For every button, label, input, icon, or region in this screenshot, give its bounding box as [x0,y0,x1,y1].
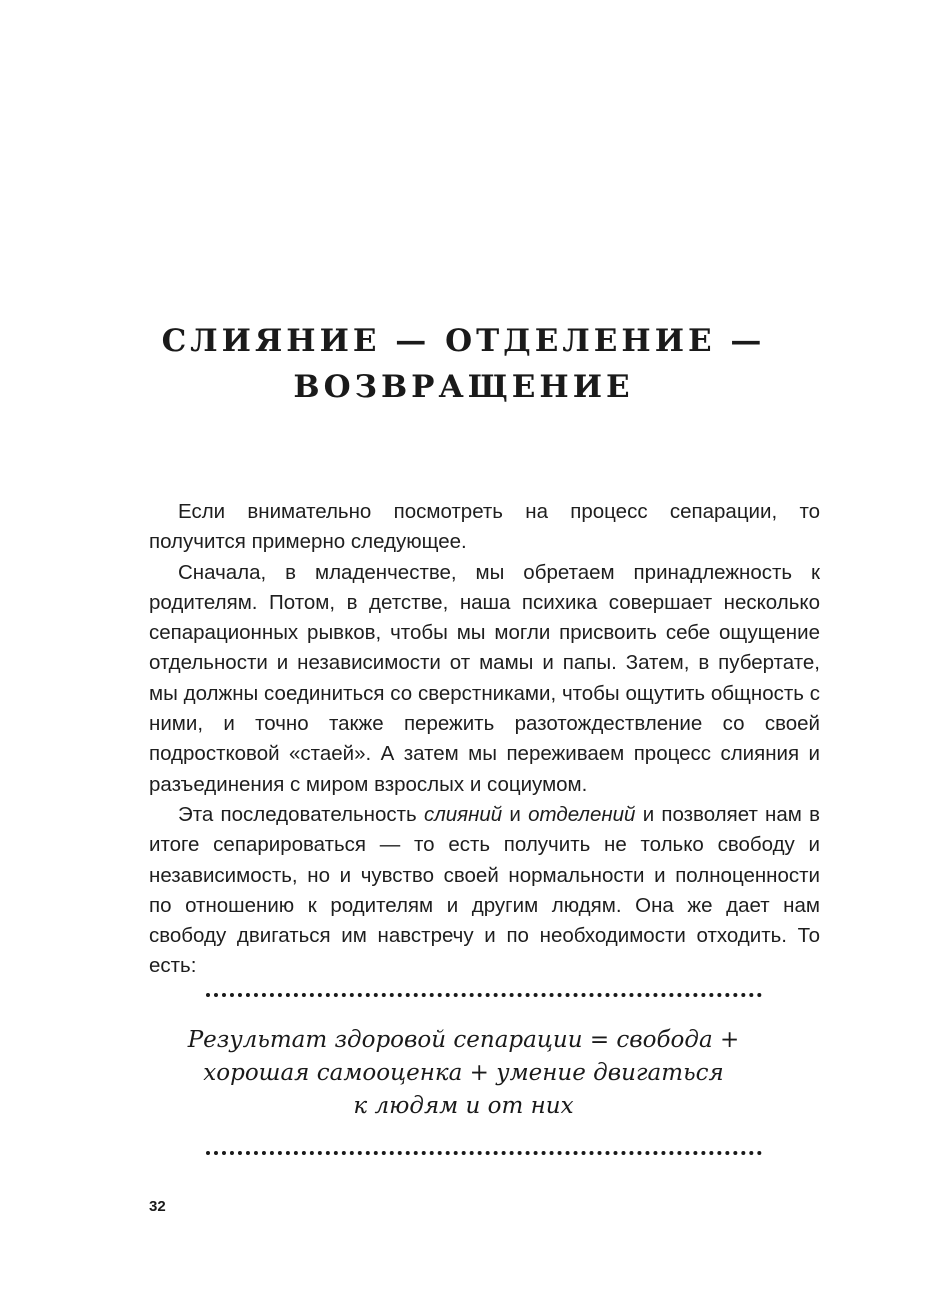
dotted-divider-top [206,993,762,997]
body-text [149,497,820,982]
quote-line-2: хорошая самооценка + умение двигаться [203,1060,724,1086]
highlight-quote [0,1024,927,1123]
paragraph-3-italic-2: отделений [528,802,636,826]
page-number: 32 [149,1198,166,1215]
quote-line-1: Результат здоровой сепарации = свобода + [187,1027,740,1053]
quote-line-3: к людям и от них [353,1093,574,1119]
paragraph-3-italic-1: слияний [423,802,503,826]
paragraph-1: Если внимательно посмотреть на процесс сепарации, то получится примерно следующее. [149,500,820,554]
paragraph-2: Сначала, в младенчестве, мы обретаем принадлежность к родителям. Потом, в детстве, наша психика совершает несколько сепарационных рывков, чтобы мы могли присвоить себе ощущение отдельности и независимости от мамы и папы. Затем, в пубертате, мы должны соединиться со сверстниками, чтобы ощутить общность с ними, и точно также пережить разотождествление со своей подростковой «стаей». А затем мы переживаем процесс слияния и разъединения с миром взрослых и социумом. [149,560,820,796]
dotted-divider-bottom [206,1151,762,1155]
paragraph-3-part-2: и [502,802,529,826]
chapter-title-line-1: СЛИЯНИЕ — ОТДЕЛЕНИЕ — [161,323,766,359]
chapter-title-line-2: ВОЗВРАЩЕНИЕ [293,369,634,405]
paragraph-3-part-1: Эта последовательность [178,802,424,826]
paragraph-3 [149,800,820,982]
chapter-title [0,318,927,410]
paragraph-3-part-3: и позволяет нам в итоге сепарироваться — то есть получить не только свободу и независимость, но и чувство своей нормальности и полноценности по отношению к родителям и другим людям. Она же дает нам свободу двигаться им навстречу и по необходимости отходить. То есть: [149,802,820,978]
